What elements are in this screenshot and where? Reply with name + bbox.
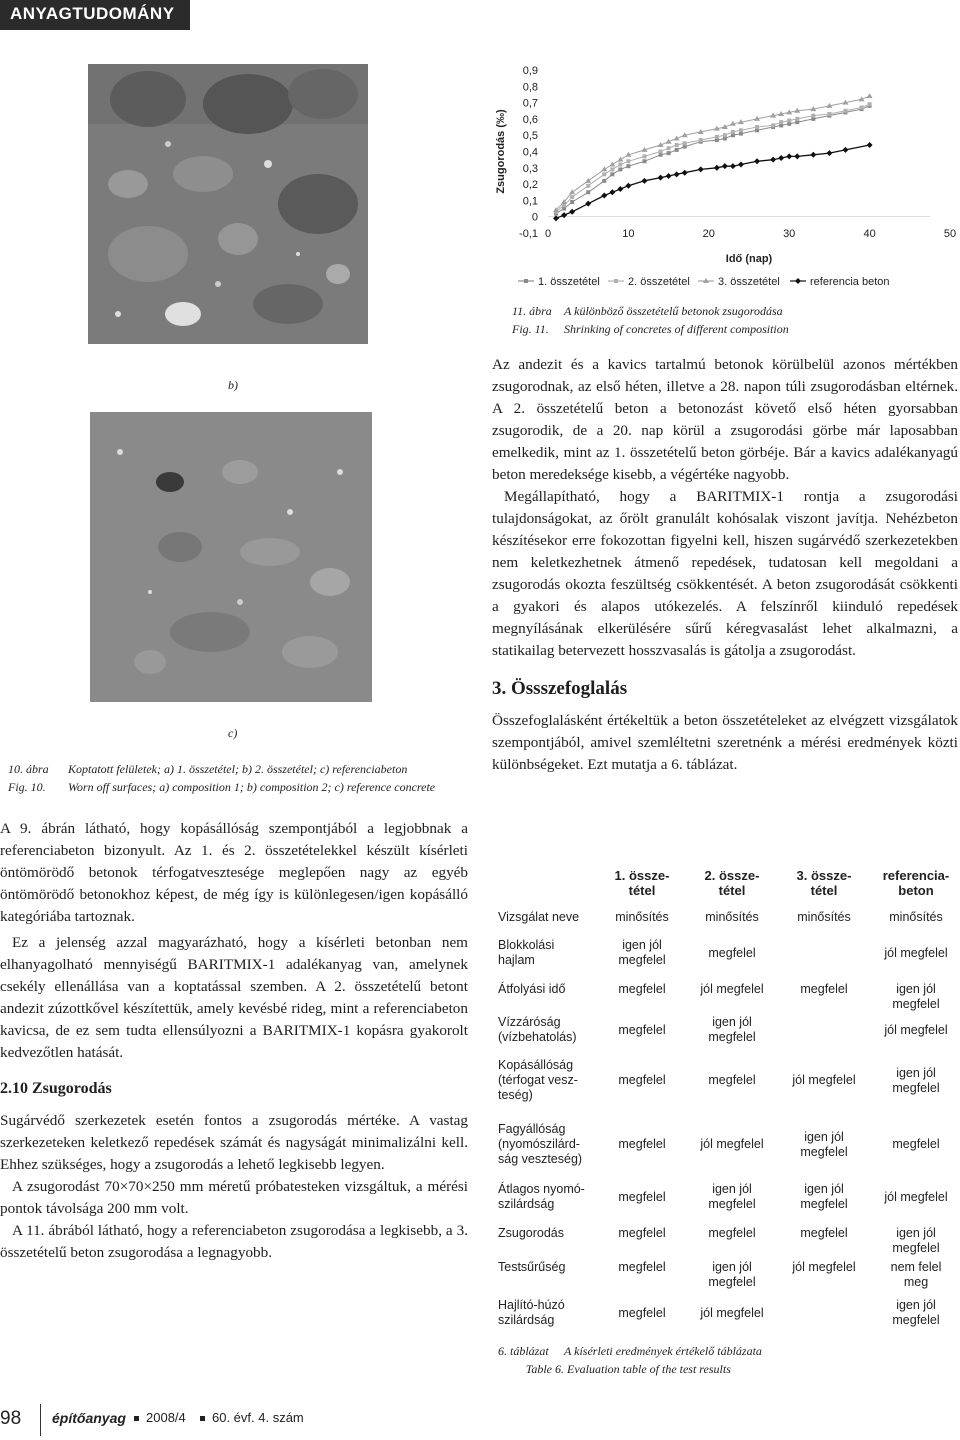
legend-label: 1. összetétel	[538, 276, 600, 288]
paragraph-baritmix: Megállapítható, hogy a BARITMIX-1 rontja a zsugorodási tulajdonságokat, az őrölt granulált kohósalak viszont javítja. Nehézbeton készítésekor erre fokozottan figyelni kell, hiszen sugárvédő szerkezetekben nem keletkezhetnek átmenő repedések, tudatosan kell megoldani a zsugorodás okozta feszültség csökkentését. A beton zsugorodását csökkenti a gyakori és alapos utókezelés. A felszínről kiinduló repedések megnyílásának elkerülésére sűrű kéregvasalást lehet alkalmazni, a statikailag betervezett hosszvasalás is gátolja a zsugorodást.	[492, 488, 958, 659]
y-tick-label: 0,9	[522, 65, 538, 77]
table-column-header: referencia- beton	[882, 868, 950, 898]
table-row-label: Átlagos nyomó- szilárdság	[498, 1182, 585, 1211]
figure-11-title-en: Shrinking of concretes of different composition	[564, 322, 789, 336]
y-tick-label: 0,7	[522, 97, 538, 110]
data-point	[867, 142, 873, 148]
table-column-header: 3. össze- tétel	[796, 868, 852, 898]
evaluation-table	[498, 868, 960, 1338]
data-point	[722, 163, 728, 169]
shrinkage-chart-svg	[490, 58, 960, 288]
table-row-label: Fagyállóság (nyomószilárd- ság veszteség)	[498, 1122, 583, 1166]
x-tick-label: 30	[783, 228, 796, 240]
data-point	[867, 93, 873, 98]
data-point	[730, 163, 736, 169]
data-point	[641, 178, 647, 184]
data-point	[731, 130, 735, 134]
data-point	[610, 172, 614, 176]
figure-11-label-en: Fig. 11.	[512, 322, 549, 336]
data-point	[625, 183, 631, 189]
data-point	[561, 212, 567, 218]
shrinkage-chart	[490, 58, 960, 288]
data-point	[779, 120, 783, 124]
table-6-caption-en	[498, 1360, 958, 1378]
table-cell: megfelel	[618, 1305, 666, 1320]
table-cell: megfelel	[708, 1226, 756, 1240]
table-cell: jól megfelel	[700, 982, 764, 996]
table-6-label: 6. táblázat	[498, 1344, 549, 1358]
table-cell: minősítés	[797, 910, 851, 924]
heading-shrinkage: 2.10 Zsugorodás	[0, 1080, 112, 1097]
table-cell: igen jól megfelel	[892, 1298, 940, 1327]
table-cell: igen jól megfelel	[800, 1182, 848, 1211]
table-cell: minősítés	[705, 910, 759, 924]
table-6-title: A kísérleti eredmények értékelő táblázata	[564, 1344, 762, 1358]
data-point	[626, 164, 630, 168]
table-cell: megfelel	[618, 1137, 666, 1151]
table-cell: jól megfelel	[700, 1137, 764, 1151]
table-cell: nem felel meg	[890, 1260, 942, 1289]
data-point	[843, 109, 847, 113]
paragraph-summary: Összefoglalásként értékeltük a beton összetételeket az elvégzett vizsgálatok szempontjából, amivel szemléltetni szeretnénk a mérési eredmények közti különbségeket. Ezt mutatja a 6. táblázat.	[492, 712, 958, 773]
data-point	[794, 153, 800, 159]
data-point	[714, 165, 720, 171]
data-point	[755, 125, 759, 129]
legend-marker	[614, 279, 618, 283]
data-point	[826, 150, 832, 156]
table-cell: megfelel	[800, 1226, 848, 1240]
table-cell: jól megfelel	[792, 1260, 856, 1274]
x-axis-label: Idő (nap)	[725, 253, 773, 265]
data-point	[626, 159, 630, 163]
data-point	[674, 171, 680, 177]
data-point	[585, 178, 591, 183]
footer-bullet-1	[134, 1416, 139, 1421]
data-point	[610, 167, 614, 171]
table-cell: megfelel	[618, 1073, 666, 1087]
data-point	[659, 150, 663, 154]
data-point	[602, 172, 606, 176]
data-point	[601, 166, 607, 171]
table-cell: jól megfelel	[700, 1305, 764, 1320]
data-point	[602, 179, 606, 183]
table-6-title-en: Evaluation table of the test results	[567, 1362, 731, 1376]
table-cell: igen jól megfelel	[892, 1065, 940, 1095]
data-point	[860, 105, 864, 109]
data-point	[754, 158, 760, 164]
y-tick-label: 0,8	[522, 81, 538, 94]
magazine-name: építőanyag	[52, 1410, 126, 1426]
x-tick-label: 10	[622, 228, 635, 240]
data-point	[617, 157, 623, 162]
page-number: 98	[0, 1408, 22, 1429]
figure-10-caption-hu	[8, 760, 478, 778]
footer-bullet-2	[200, 1416, 205, 1421]
y-tick-label: 0,5	[522, 130, 538, 143]
y-tick-label: 0,6	[522, 113, 538, 126]
data-point	[786, 153, 792, 159]
table-cell: jól megfelel	[884, 1189, 948, 1204]
data-point	[667, 151, 671, 155]
table-cell: megfelel	[618, 1189, 666, 1204]
table-cell: igen jól megfelel	[708, 1260, 756, 1289]
data-point	[609, 189, 615, 195]
table-cell: igen jól megfelel	[800, 1129, 848, 1159]
y-axis-label: Zsugorodás (‰)	[495, 109, 507, 194]
y-tick-label: -0,1	[519, 228, 538, 240]
table-cell: megfelel	[618, 1022, 666, 1037]
data-point	[586, 184, 590, 188]
data-point	[569, 189, 575, 194]
data-point	[778, 155, 784, 161]
table-cell: minősítés	[889, 910, 943, 924]
right-column-text	[492, 354, 958, 776]
data-point	[658, 175, 664, 181]
concrete-texture-b	[90, 412, 372, 702]
y-tick-label: 0,4	[522, 146, 538, 159]
table-row-label: Vízzáróság (vízbehatolás)	[498, 1015, 577, 1044]
figure-10-caption	[8, 760, 478, 796]
table-cell: jól megfelel	[792, 1073, 856, 1087]
table-cell: jól megfelel	[884, 945, 948, 960]
data-point	[570, 200, 574, 204]
figure-10-label: 10. ábra	[8, 762, 49, 776]
figure-11-caption	[512, 302, 952, 338]
table-cell: megfelel	[618, 1226, 666, 1240]
figure-10-caption-en	[8, 778, 478, 796]
table-cell: megfelel	[618, 1260, 666, 1274]
y-tick-label: 0,1	[522, 195, 538, 208]
left-column-text	[0, 818, 468, 1264]
data-point	[570, 195, 574, 199]
data-point	[787, 119, 791, 123]
series-line	[556, 106, 870, 213]
table-cell: igen jól megfelel	[618, 938, 666, 967]
data-point	[666, 173, 672, 179]
table-cell: megfelel	[618, 982, 666, 996]
table-column-header: 2. össze- tétel	[704, 868, 760, 898]
data-point	[770, 157, 776, 163]
table-cell: igen jól megfelel	[892, 1226, 940, 1255]
footer-divider	[40, 1404, 41, 1436]
data-point	[739, 128, 743, 132]
table-row-label: Testsűrűség	[498, 1260, 566, 1274]
data-point	[675, 143, 679, 147]
legend-marker	[524, 279, 528, 283]
paragraph-shrinkage-intro: Sugárvédő szerkezetek esetén fontos a zsugorodás mértéke. A vastag szerkezeteken keletkező repedések számát és nagyságát minimalizálni kell. Ehhez szükséges, hogy a zsugorodás a lehető legkisebb legyen.	[0, 1112, 468, 1173]
data-point	[771, 123, 775, 127]
data-point	[618, 163, 622, 167]
legend-label: referencia beton	[810, 276, 890, 288]
series-line	[556, 96, 870, 210]
data-point	[609, 162, 615, 167]
table-cell: jól megfelel	[884, 1022, 948, 1037]
data-point	[585, 201, 591, 207]
table-cell: igen jól megfelel	[892, 982, 940, 1011]
heading-summary: 3. Össszefoglalás	[492, 678, 628, 699]
figure-11-title: A különböző összetételű betonok zsugorodása	[564, 304, 783, 318]
table-row-label: Zsugorodás	[498, 1226, 565, 1240]
table-cell: megfelel	[800, 982, 848, 996]
y-tick-label: 0,2	[522, 179, 538, 192]
data-point	[868, 102, 872, 106]
table-cell: megfelel	[892, 1137, 940, 1151]
issue-number: 2008/4	[146, 1410, 186, 1425]
data-point	[811, 114, 815, 118]
x-tick-label: 50	[943, 228, 957, 240]
x-tick-label: 0	[544, 228, 552, 240]
data-point	[569, 209, 575, 215]
page-footer	[0, 1404, 960, 1434]
table-row-label: Hajlító-húzó szilárdság	[498, 1298, 565, 1327]
data-point	[667, 146, 671, 150]
photo-c-label: c)	[228, 726, 238, 740]
legend-label: 3. összetétel	[718, 276, 780, 288]
table-column-header: 1. össze- tétel	[614, 868, 670, 898]
data-point	[586, 190, 590, 194]
data-point	[842, 147, 848, 153]
table-6-caption	[498, 1342, 958, 1378]
figure-11-label: 11. ábra	[512, 304, 552, 318]
concrete-photo-a	[88, 64, 368, 344]
data-point	[618, 167, 622, 171]
volume-info: 60. évf. 4. szám	[212, 1410, 304, 1425]
figure-10-title-en: Worn off surfaces; a) composition 1; b) composition 2; c) reference concrete	[68, 780, 436, 794]
figure-10-label-en: Fig. 10.	[8, 780, 46, 794]
data-point	[683, 141, 687, 145]
table-cell: igen jól megfelel	[708, 1182, 756, 1211]
figure-10-title: Koptatott felületek; a) 1. összetétel; b) 2. összetétel; c) referenciabeton	[68, 762, 408, 776]
y-tick-label: 0,3	[522, 162, 538, 175]
data-point	[827, 112, 831, 116]
table-cell: megfelel	[708, 1073, 756, 1087]
x-tick-label: 40	[863, 228, 876, 240]
data-point	[699, 138, 703, 142]
data-point	[795, 117, 799, 121]
table-row-label: Kopásállóság (térfogat vesz- teség)	[498, 1058, 578, 1102]
legend-marker	[795, 278, 801, 284]
table-6-label-en: Table 6.	[525, 1362, 564, 1376]
data-point	[738, 162, 744, 168]
paragraph-shrinkage-method: A zsugorodást 70×70×250 mm méretű próbatesteken vizsgáltuk, a mérési pontok távolsága 200 mm volt.	[0, 1178, 468, 1217]
data-point	[642, 154, 646, 158]
concrete-photo-b	[90, 412, 372, 702]
section-title: ANYAGTUDOMÁNY	[10, 4, 175, 23]
figure-11-caption-en	[512, 320, 952, 338]
data-point	[675, 148, 679, 152]
legend-label: 2. összetétel	[628, 276, 690, 288]
data-point	[698, 166, 704, 172]
data-point	[553, 215, 559, 221]
data-point	[617, 186, 623, 192]
paragraph-abrasion: A 9. ábrán látható, hogy kopásállóság szempontjából a legjobbnak a referenciabeton bizonyult. Az 1. és 2. összetételekkel készült kísérleti öntömörödő betonok térfogatvesztesége meglepően nagy az egyéb öntömörödő betonokhoz képest, de még így is különlegesen/igen kopásálló kategóriába tartoznak.	[0, 820, 468, 925]
concrete-texture-a	[88, 64, 368, 344]
x-tick-label: 20	[702, 228, 715, 240]
figure-11-caption-hu	[512, 302, 952, 320]
y-tick-label: 0	[531, 211, 538, 224]
paragraph-explanation: Ez a jelenség azzal magyarázható, hogy a kísérleti betonban nem elhanyagolható mennyiségű BARITMIX-1 adalékanyag van, amelynek csekély ellenállása van a koptatással szemben. A 2. összetételű betont andezit zúzottkővel készítettük, amely kevésbé rideg, mint a referenciabeton kavicsa, de ez sem tudta ellensúlyozni a BARITMIX-1 kopásra gyakorolt kedvezőtlen hatását.	[0, 934, 468, 1061]
photo-b-label: b)	[228, 378, 238, 392]
data-point	[682, 170, 688, 176]
table-cell: igen jól megfelel	[708, 1015, 756, 1044]
data-point	[723, 133, 727, 137]
paragraph-andesite: Az andezit és a kavics tartalmú betonok körülbelül azonos mértékben zsugorodnak, az első héten, illetve a 28. napon túli zsugorodásban eltérnek. A 2. összetételű beton a betonozást követő első héten gyorsabban zsugorodik, de a 20. nap körül a zsugorodási görbe már laposabban emelkedik, mint az 1. összetételű beton görbéje. Bár a kavics adalékanyagú beton meredeksége kisebb, a végértéke nagyobb.	[492, 356, 958, 483]
data-point	[601, 193, 607, 199]
data-point	[642, 159, 646, 163]
data-point	[810, 152, 816, 158]
paragraph-shrinkage-result: A 11. ábrából látható, hogy a referenciabeton zsugorodása a legkisebb, a 3. összetételű beton zsugorodása a legnagyobb.	[0, 1222, 468, 1261]
table-6-caption-hu	[498, 1342, 958, 1360]
table-cell: minősítés	[615, 910, 669, 924]
table-cell: megfelel	[708, 945, 756, 960]
table-row-label: Vizsgálat neve	[498, 910, 580, 924]
table-row-label: Átfolyási idő	[498, 982, 566, 996]
data-point	[715, 135, 719, 139]
table-row-label: Blokkolási hajlam	[498, 938, 555, 967]
